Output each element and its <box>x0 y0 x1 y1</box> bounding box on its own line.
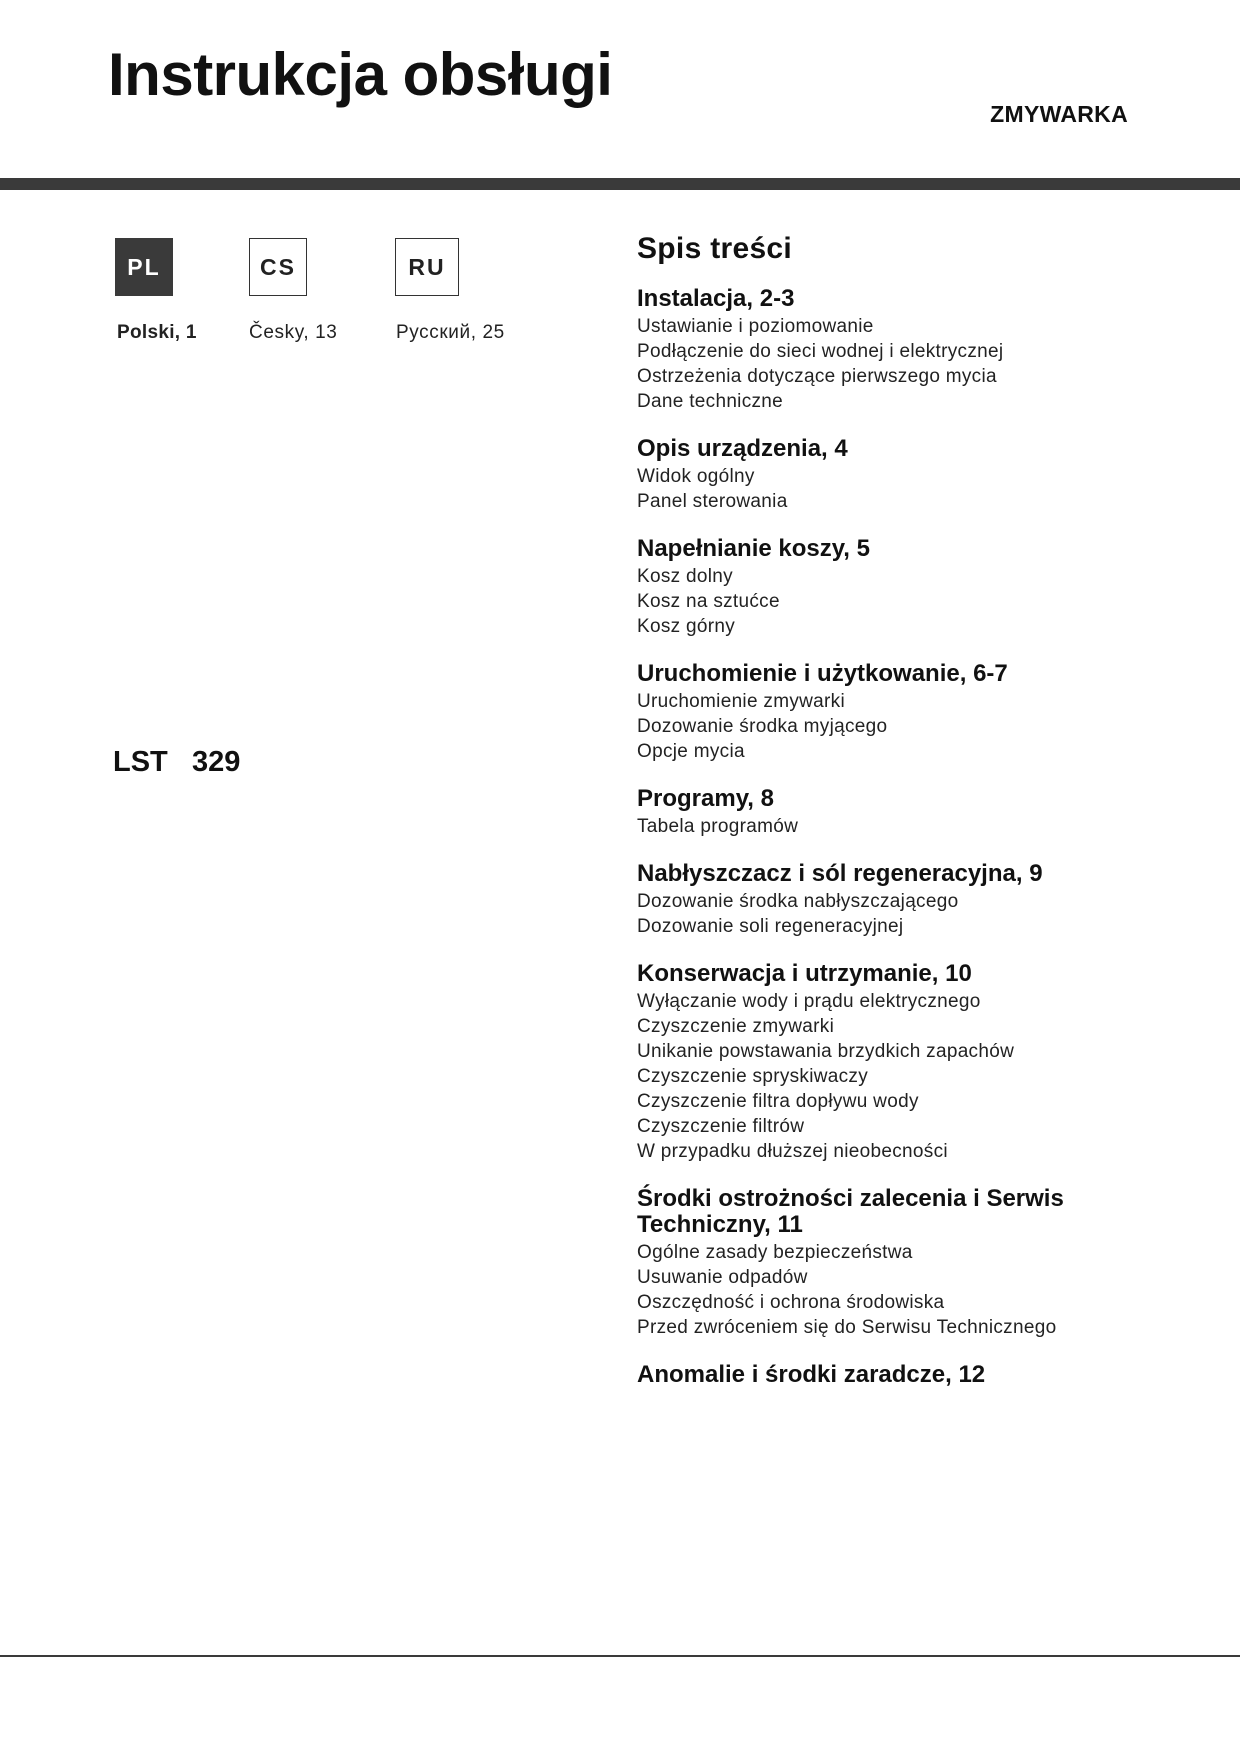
language-label-ru[interactable]: Русский, 25 <box>396 322 505 343</box>
toc-item[interactable]: Dozowanie soli regeneracyjnej <box>637 916 904 937</box>
table-of-contents <box>637 232 1197 1410</box>
toc-item[interactable]: Panel sterowania <box>637 491 788 512</box>
toc-section <box>637 436 1197 514</box>
toc-item[interactable]: Czyszczenie filtra dopływu wody <box>637 1091 919 1112</box>
language-code-ru[interactable]: RU <box>395 238 459 296</box>
toc-item[interactable]: Czyszczenie zmywarki <box>637 1016 835 1037</box>
language-label-cs[interactable]: Česky, 13 <box>249 322 338 343</box>
toc-item[interactable]: Uruchomienie zmywarki <box>637 691 845 712</box>
toc-item[interactable]: Kosz dolny <box>637 566 733 587</box>
toc-item[interactable]: Ogólne zasady bezpieczeństwa <box>637 1242 913 1263</box>
toc-item[interactable]: Usuwanie odpadów <box>637 1267 808 1288</box>
toc-section <box>637 1362 1197 1388</box>
toc-heading[interactable]: Anomalie i środki zaradcze, 12 <box>637 1361 986 1388</box>
language-pl[interactable] <box>115 238 197 343</box>
language-code-pl[interactable]: PL <box>115 238 173 296</box>
toc-section <box>637 961 1197 1164</box>
header-divider <box>0 178 1240 190</box>
language-code-cs[interactable]: CS <box>249 238 307 296</box>
toc-heading[interactable]: Napełnianie koszy, 5 <box>637 535 870 562</box>
page-title: Instrukcja obsługi <box>108 41 613 108</box>
footer-divider <box>0 1655 1240 1657</box>
product-category: ZMYWARKA <box>990 101 1128 127</box>
toc-item[interactable]: Czyszczenie filtrów <box>637 1116 805 1137</box>
toc-title: Spis treści <box>637 232 793 265</box>
toc-heading[interactable]: Opis urządzenia, 4 <box>637 435 848 462</box>
language-label-pl[interactable]: Polski, 1 <box>117 322 197 343</box>
toc-section <box>637 1186 1197 1340</box>
toc-item[interactable]: Widok ogólny <box>637 466 755 487</box>
toc-item[interactable]: Dozowanie środka nabłyszczającego <box>637 891 959 912</box>
toc-sections <box>637 286 1197 1388</box>
toc-heading[interactable]: Uruchomienie i użytkowanie, 6-7 <box>637 660 1008 687</box>
toc-item[interactable]: Unikanie powstawania brzydkich zapachów <box>637 1041 1015 1062</box>
toc-item[interactable]: Czyszczenie spryskiwaczy <box>637 1066 869 1087</box>
toc-item[interactable]: Tabela programów <box>637 816 799 837</box>
toc-item[interactable]: W przypadku dłuższej nieobecności <box>637 1141 948 1162</box>
toc-item[interactable]: Dozowanie środka myjącego <box>637 716 888 737</box>
toc-section <box>637 286 1197 414</box>
toc-item[interactable]: Dane techniczne <box>637 391 784 412</box>
toc-section <box>637 536 1197 639</box>
toc-item[interactable]: Ostrzeżenia dotyczące pierwszego mycia <box>637 366 997 387</box>
toc-item[interactable]: Przed zwróceniem się do Serwisu Technicznego <box>637 1317 1057 1338</box>
toc-item[interactable]: Ustawianie i poziomowanie <box>637 316 874 337</box>
toc-heading[interactable]: Konserwacja i utrzymanie, 10 <box>637 960 972 987</box>
toc-item[interactable]: Podłączenie do sieci wodnej i elektrycznej <box>637 341 1004 362</box>
toc-section <box>637 661 1197 764</box>
toc-item[interactable]: Kosz górny <box>637 616 736 637</box>
toc-item[interactable]: Oszczędność i ochrona środowiska <box>637 1292 945 1313</box>
toc-section <box>637 861 1197 939</box>
toc-heading[interactable]: Środki ostrożności zalecenia i Serwis Techniczny, 11 <box>637 1185 1064 1238</box>
model-number: LST 329 <box>113 746 241 778</box>
toc-heading[interactable]: Instalacja, 2-3 <box>637 285 795 312</box>
toc-heading[interactable]: Programy, 8 <box>637 785 774 812</box>
language-ru[interactable] <box>395 238 505 343</box>
toc-item[interactable]: Opcje mycia <box>637 741 745 762</box>
toc-heading[interactable]: Nabłyszczacz i sól regeneracyjna, 9 <box>637 860 1043 887</box>
toc-item[interactable]: Kosz na sztućce <box>637 591 780 612</box>
toc-section <box>637 786 1197 839</box>
language-cs[interactable] <box>249 238 338 343</box>
toc-item[interactable]: Wyłączanie wody i prądu elektrycznego <box>637 991 981 1012</box>
